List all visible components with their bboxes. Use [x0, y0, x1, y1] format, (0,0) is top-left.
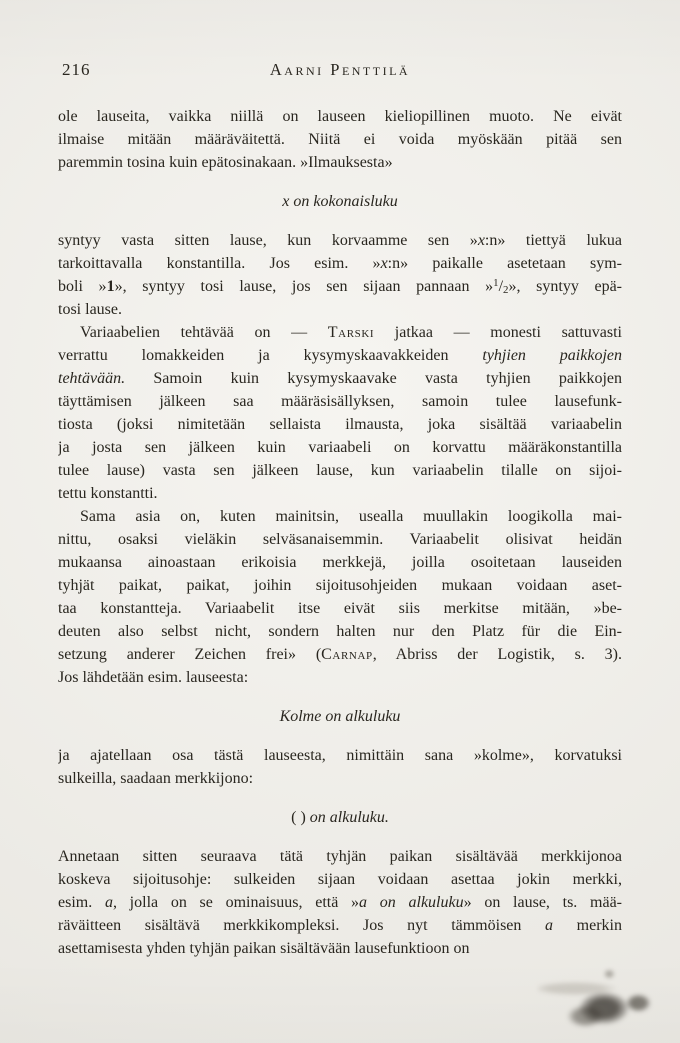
text-run: deuten also selbst nicht, sondern halten nur den Platz für die Ein-: [58, 623, 622, 640]
text-run: Tarski: [327, 324, 375, 341]
text-run: on alkuluku.: [309, 809, 389, 826]
text-run: , jolla on se ominaisuus, että »: [112, 894, 360, 911]
text-run: tyhjät paikat, paikat, joihin sijoitusohjeiden mukaan voidaan aset-: [58, 577, 622, 594]
text-line: [58, 937, 622, 960]
text-run: tyhjien paikkojen: [482, 347, 622, 364]
paragraph: [58, 744, 622, 790]
text-run: mukaansa ainoastaan erikoisia merkkejä, joilla osoitetaan lauseiden: [58, 554, 622, 571]
text-run: » on lause, ts. mää-: [463, 894, 622, 911]
paragraph: [58, 105, 622, 174]
text-run: Variaabelien tehtävää on —: [80, 324, 328, 341]
text-line: [58, 151, 622, 174]
text-run: 1: [493, 277, 499, 290]
text-run: Carnap: [321, 646, 373, 663]
text-run: Jos lähdetään esim. lauseesta:: [58, 669, 249, 686]
text-line: [58, 597, 622, 620]
text-run: tarkoittavalla konstantilla. Jos esim. »: [58, 255, 381, 272]
ink-smudge: [538, 970, 670, 1036]
text-line: [58, 128, 622, 151]
running-head: Aarni Penttilä: [269, 60, 411, 79]
text-line: [58, 767, 622, 790]
text-line: [58, 344, 622, 367]
text-run: asettamisesta yhden tyhjän paikan sisältävään lausefunktioon on: [58, 940, 470, 957]
text-line: [58, 105, 622, 128]
text-run: /: [498, 278, 504, 295]
text-run: x: [477, 232, 485, 249]
text-line: [58, 666, 622, 689]
text-run: , Abriss der Logistik, s. 3).: [372, 646, 622, 663]
text-run: merkin: [553, 917, 622, 934]
text-line: [58, 367, 622, 390]
text-line: [58, 436, 622, 459]
text-run: ( ): [291, 809, 310, 826]
text-line: [58, 505, 622, 528]
text-run: :n» paikalle asetetaan sym-: [387, 255, 622, 272]
text-run: tettu konstantti.: [58, 485, 158, 502]
text-run: täyttämisen jälkeen saa määräsisällyksen, samoin tulee lausefunk-: [58, 393, 622, 410]
text-run: x: [380, 255, 388, 272]
paragraph: [58, 505, 622, 689]
text-line: [58, 914, 622, 937]
text-line: [58, 528, 622, 551]
text-run: x on kokonaisluku: [282, 193, 398, 210]
text-line: [58, 891, 622, 914]
text-line: [58, 551, 622, 574]
text-run: syntyy vasta sitten lause, kun korvaamme sen »: [58, 232, 478, 249]
text-line: [58, 868, 622, 891]
page-body: [58, 105, 622, 960]
text-run: setzung anderer Zeichen frei» (: [58, 646, 322, 663]
text-line: [58, 744, 622, 767]
text-line: [58, 482, 622, 505]
text-run: Kolme on alkuluku: [279, 708, 401, 725]
text-line: [58, 620, 622, 643]
text-run: räväitteen sisältävä merkkikompleksi. Jos nyt tämmöisen: [58, 917, 546, 934]
text-run: Annetaan sitten seuraava tätä tyhjän paikan sisältävää merkkijonoa: [58, 848, 622, 865]
page-header: [58, 0, 622, 81]
text-run: ole lauseita, vaikka niillä on lauseen kieliopillinen muoto. Ne eivät: [58, 108, 622, 125]
text-run: Sama asia on, kuten mainitsin, usealla muullakin loogikolla mai-: [80, 508, 622, 525]
text-line: [58, 574, 622, 597]
text-run: ja ajatellaan osa tästä lauseesta, nimittäin sana »kolme», korvatuksi: [58, 747, 622, 764]
text-run: a: [104, 894, 113, 911]
text-run: tosi lause.: [58, 301, 122, 318]
text-run: :n» tiettyä lukua: [484, 232, 622, 249]
text-line: [58, 252, 622, 275]
text-run: ilmaise mitään määräväitettä. Niitä ei voida myöskään pitää sen: [58, 131, 622, 148]
text-run: tehtävään.: [58, 370, 126, 387]
text-run: taa konstantteja. Variaabelit itse eivät siis merkitse mitään, »be-: [58, 600, 622, 617]
text-line: [58, 275, 622, 298]
text-line: [58, 321, 622, 344]
text-run: koskeva sijoitusohje: sulkeiden sijaan voidaan asettaa jokin merkki,: [58, 871, 622, 888]
text-run: a on alkuluku: [359, 894, 464, 911]
text-run: tulee lause) vasta sen jälkeen lause, kun variaabelin tilalle on sijoi-: [58, 462, 622, 479]
text-run: boli »: [58, 278, 107, 295]
text-run: nittu, osaksi vieläkin selväsanaisemmin. Variaabelit olisivat heidän: [58, 531, 622, 548]
text-run: a: [545, 917, 554, 934]
text-line: [58, 229, 622, 252]
text-run: », syntyy tosi lause, jos sen sijaan pannaan »: [114, 278, 494, 295]
text-line: [58, 459, 622, 482]
text-line: [58, 390, 622, 413]
display-formula: [58, 705, 622, 728]
text-line: [58, 298, 622, 321]
page-number: 216: [62, 60, 91, 79]
text-run: ja josta sen jälkeen kuin variaabeli on korvattu määräkonstantilla: [58, 439, 622, 456]
paragraph: [58, 321, 622, 505]
text-run: 2: [503, 284, 509, 297]
display-formula: [58, 806, 622, 829]
text-run: sulkeilla, saadaan merkkijono:: [58, 770, 254, 787]
text-run: verrattu lomakkeiden ja kysymyskaavakkeiden: [58, 347, 483, 364]
text-line: [58, 413, 622, 436]
text-run: tiosta (joksi nimitetään sellaista ilmausta, joka sisältää variaabelin: [58, 416, 622, 433]
text-line: [58, 845, 622, 868]
text-run: esim.: [58, 894, 105, 911]
text-run: Samoin kuin kysymyskaavake vasta tyhjien paikkojen: [125, 370, 622, 387]
paragraph: [58, 229, 622, 321]
text-run: jatkaa — monesti sattuvasti: [374, 324, 622, 341]
text-run: paremmin tosina kuin epätosinakaan. »Ilmauksesta»: [58, 154, 393, 171]
display-formula: [58, 190, 622, 213]
text-line: [58, 643, 622, 666]
paragraph: [58, 845, 622, 960]
text-run: », syntyy epä-: [508, 278, 622, 295]
text-run: 1: [106, 278, 115, 295]
